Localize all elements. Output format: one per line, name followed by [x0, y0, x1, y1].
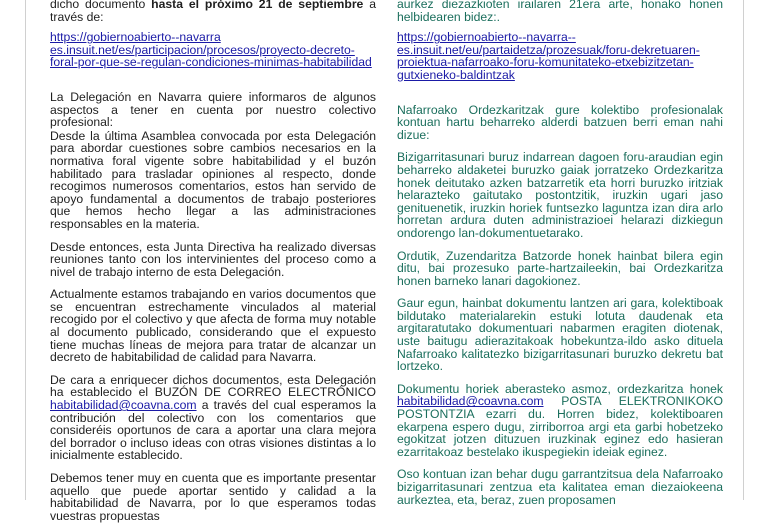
es-paragraph-3: Desde entonces, esta Junta Directiva ha realizado diversas reuniones tanto con los intervinientes del proceso como a nivel de trabajo interno de esta Delegación.: [50, 239, 376, 279]
eu-paragraph-2: Bizigarritasunari buruz indarrean dagoen foru-araudian egin beharreko aldaketei buruzko gaiak jorratzeko Ordezkaritza honek deitutako azken batzarretik eta horri buruzko iritziak helarazteko gaitutako postontzitik, iruzkin ugari jaso genituenetik, iruzkin horiek funtsezko laguntza izan dira arlo horretan ardura duten administrazioei helarazi dizkiegun ondorengo lan-dokumentuetarako.: [397, 150, 723, 240]
es-paragraph-5: De cara a enriquecer dichos documentos, esta Delegación ha establecido el BUZÓN DE CORREO ELECTRÓNICO habitabilidad@coavna.com a través del cual esperamos la contribución del colectivo con los comentarios que consideréis oportunos de cara a aportar una clara mejora del borrador o incluso ideas con otras visiones distintas a lo inicialmente establecido.: [50, 372, 376, 463]
eu-paragraph-1: Nafarroako Ordezkaritzak gure kolektibo profesionalak kontuan hartu beharreko alderdi batzuen berri eman nahi dizue:: [397, 102, 723, 142]
basque-column: [397, 0, 723, 506]
es-paragraph-1: La Delegación en Navarra quiere informaros de algunos aspectos a tener en cuenta por nuestro colectivo profesional:: [50, 89, 376, 130]
es-paragraph-2: Desde la última Asamblea convocada por esta Delegación para abordar cuestiones sobre cambios necesarios en la normativa foral vigente sobre habitabilidad y el buzón habilitado para trasladar opiniones al respecto, donde recogimos numerosos comentarios, estos han servido de apoyo fundamental a documentos de trabajo posteriores que hemos hecho llegar a las administraciones responsables en la materia.: [50, 128, 376, 231]
eu-intro: aurkez diezazkioten irailaren 21era arte, honako honen helbidearen bidez:.: [397, 0, 723, 24]
eu-email-link[interactable]: habitabilidad@coavna.com: [397, 394, 544, 409]
eu-paragraph-5: Dokumentu horiek aberasteko asmoz, ordezkaritza honek habitabilidad@coavna.com POSTA ELEKTRONIKOKO POSTONTZIA ezarri du. Horren bidez, kolektiboaren ekarpena espero dugu, zirriborroa argi eta garbi hobetzeko egokitzat jotzen dituzuen iruzkinak eginez edo hasieran ezarritakoaz bestelako ikuspegiekin ideiak eginez.: [397, 381, 723, 459]
es-intro: dicho documento hasta el próximo 21 de septiembre a través de:: [50, 0, 376, 23]
es-email-link[interactable]: habitabilidad@coavna.com: [50, 398, 197, 413]
spanish-column: [50, 0, 376, 522]
eu-participation-link[interactable]: https://gobiernoabierto--navarra--es.insuit.net/eu/partaidetza/prozesuak/foru-dekretuaren-proiektua-nafarroako-foru-komunitateko-etxebizitzetan-gutxieneko-baldintzak: [397, 30, 700, 82]
eu-paragraph-3: Ordutik, Zuzendaritza Batzorde honek hainbat bilera egin ditu, bai prozesuko parte-hartzaileekin, bai Ordezkaritza honen barneko lanari dagokionez.: [397, 248, 723, 288]
eu-paragraph-4: Gaur egun, hainbat dokumentu lantzen ari gara, kolektiboak bildutako materialarekin estuki lotuta daudenak eta argitaratutako dokumentuari nabarmen eragiten diotenak, uste baitugu adierazitakoak hobekuntza-ildo asko dituela Nafarroako kalitatezko bizigarritasunari buruzko dekretu bat lortzeko.: [397, 296, 723, 374]
es-deadline: hasta el próximo 21 de septiembre: [151, 0, 364, 11]
eu-paragraph-6: Oso kontuan izan behar dugu garrantzitsua dela Nafarroako bizigarritasunari zentzua eta kalitatea eman diezaiokeena aurkeztea, eta, beraz, zuen proposamen: [397, 467, 723, 507]
es-paragraph-4: Actualmente estamos trabajando en varios documentos que se encuentran estrechamente vinculados al material recogido por el colectivo y que afecta de forma muy notable al documento publicado, considerando que el expuesto tiene muchas líneas de mejora para tratar de alcanzar un decreto de habitabilidad de calidad para Navarra.: [50, 287, 376, 365]
es-participation-link[interactable]: https://gobiernoabierto--navarra es.insuit.net/es/participacion/procesos/proyecto-decreto-foral-por-que-se-regulan-condiciones-minimas-habitabilidad: [50, 30, 372, 70]
es-paragraph-6: Debemos tener muy en cuenta que es importante presentar aquello que puede aportar sentido y calidad a la habitabilidad de Navarra, por lo que esperamos todas vuestras propuestas: [50, 471, 376, 523]
